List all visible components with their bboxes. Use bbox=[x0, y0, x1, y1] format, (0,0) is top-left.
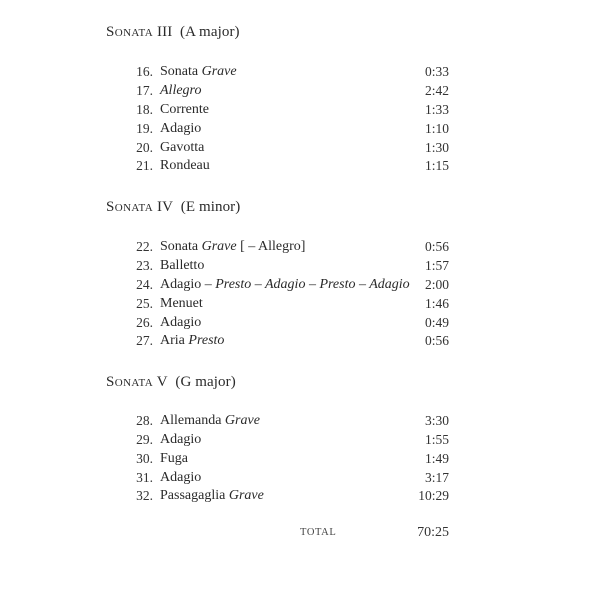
track-tempo: Grave bbox=[224, 413, 260, 428]
track-number: 19. bbox=[136, 121, 153, 136]
track-row bbox=[0, 138, 600, 157]
track-row bbox=[0, 156, 600, 175]
track-row bbox=[0, 468, 600, 487]
track-title: Adagio bbox=[160, 470, 202, 485]
track-row bbox=[0, 449, 600, 468]
track-title: Aria Presto bbox=[160, 333, 225, 348]
track-tempo: Allegro bbox=[160, 83, 202, 98]
sonata-label: Sonata bbox=[106, 374, 154, 390]
track-tempo: Grave bbox=[201, 239, 237, 254]
track-row bbox=[0, 256, 600, 275]
track-title: Adagio bbox=[160, 315, 202, 330]
track-number: 32. bbox=[136, 488, 153, 503]
track-number: 31. bbox=[136, 470, 153, 485]
track-tempo: Presto bbox=[188, 333, 225, 348]
track-title: Passagaglia Grave bbox=[160, 488, 264, 503]
track-title: Rondeau bbox=[160, 158, 210, 173]
track-title: Adagio – Presto – Adagio – Presto – Adagio bbox=[160, 277, 410, 292]
track-number: 26. bbox=[136, 315, 153, 330]
track-title: Fuga bbox=[160, 451, 188, 466]
sonata-heading bbox=[106, 199, 240, 216]
track-number: 28. bbox=[136, 413, 153, 428]
sonata-numeral: IV bbox=[157, 199, 174, 215]
track-tempo: Grave bbox=[228, 488, 264, 503]
track-number: 23. bbox=[136, 258, 153, 273]
sonata-heading bbox=[106, 24, 240, 41]
track-number: 29. bbox=[136, 432, 153, 447]
track-duration: 10:29 bbox=[418, 488, 449, 503]
track-row bbox=[0, 100, 600, 119]
track-title: Sonata Grave bbox=[160, 64, 237, 79]
track-row bbox=[0, 313, 600, 332]
track-row bbox=[0, 119, 600, 138]
sonata-label: Sonata bbox=[106, 199, 154, 215]
track-title: Menuet bbox=[160, 296, 203, 311]
sonata-label: Sonata bbox=[106, 24, 154, 40]
track-duration: 0:56 bbox=[424, 333, 449, 348]
track-duration: 0:33 bbox=[424, 64, 449, 79]
track-number: 22. bbox=[136, 239, 153, 254]
track-number: 18. bbox=[136, 102, 153, 117]
track-number: 30. bbox=[136, 451, 153, 466]
track-row bbox=[0, 430, 600, 449]
track-number: 27. bbox=[136, 333, 153, 348]
track-number: 21. bbox=[136, 158, 153, 173]
track-row bbox=[0, 294, 600, 313]
track-number: 24. bbox=[136, 277, 153, 292]
track-row bbox=[0, 486, 600, 505]
track-title: Corrente bbox=[160, 102, 209, 117]
total-duration: 70:25 bbox=[417, 525, 449, 540]
track-title: Adagio bbox=[160, 121, 202, 136]
track-number: 20. bbox=[136, 140, 153, 155]
total-label: TOTAL bbox=[300, 527, 337, 538]
track-row bbox=[0, 81, 600, 100]
track-number: 16. bbox=[136, 64, 153, 79]
track-duration: 1:49 bbox=[424, 451, 449, 466]
track-duration: 1:33 bbox=[424, 102, 449, 117]
track-row bbox=[0, 411, 600, 430]
track-suffix: [ – Allegro] bbox=[240, 239, 306, 254]
track-duration: 2:42 bbox=[424, 83, 449, 98]
track-row bbox=[0, 237, 600, 256]
track-tempo: Presto – Adagio – Presto – Adagio bbox=[215, 277, 410, 292]
track-tempo: Grave bbox=[201, 64, 237, 79]
track-title bbox=[160, 81, 201, 100]
track-row bbox=[0, 331, 600, 350]
track-title: Balletto bbox=[160, 258, 205, 273]
track-row bbox=[0, 62, 600, 81]
track-duration: 1:10 bbox=[424, 121, 449, 136]
sonata-heading bbox=[106, 374, 236, 391]
track-number: 17. bbox=[136, 83, 153, 98]
track-duration: 1:57 bbox=[424, 258, 449, 273]
sonata-key: (A major) bbox=[180, 24, 240, 40]
track-duration: 1:55 bbox=[424, 432, 449, 447]
track-duration: 3:30 bbox=[424, 413, 449, 428]
sonata-key: (G major) bbox=[175, 374, 236, 390]
track-row bbox=[0, 275, 600, 294]
track-title: Sonata Grave [ – Allegro] bbox=[160, 239, 306, 254]
track-title: Gavotta bbox=[160, 140, 205, 155]
sonata-numeral: III bbox=[157, 24, 173, 40]
sonata-numeral: V bbox=[156, 374, 168, 390]
track-duration: 0:56 bbox=[424, 239, 449, 254]
sonata-key: (E minor) bbox=[180, 199, 241, 215]
track-number: 25. bbox=[136, 296, 153, 311]
track-duration: 1:46 bbox=[424, 296, 449, 311]
track-duration: 1:15 bbox=[424, 158, 449, 173]
track-duration: 3:17 bbox=[424, 470, 449, 485]
track-title: Allemanda Grave bbox=[160, 413, 260, 428]
track-duration: 1:30 bbox=[424, 140, 449, 155]
track-duration: 2:00 bbox=[424, 277, 449, 292]
track-duration: 0:49 bbox=[424, 315, 449, 330]
track-title: Adagio bbox=[160, 432, 202, 447]
